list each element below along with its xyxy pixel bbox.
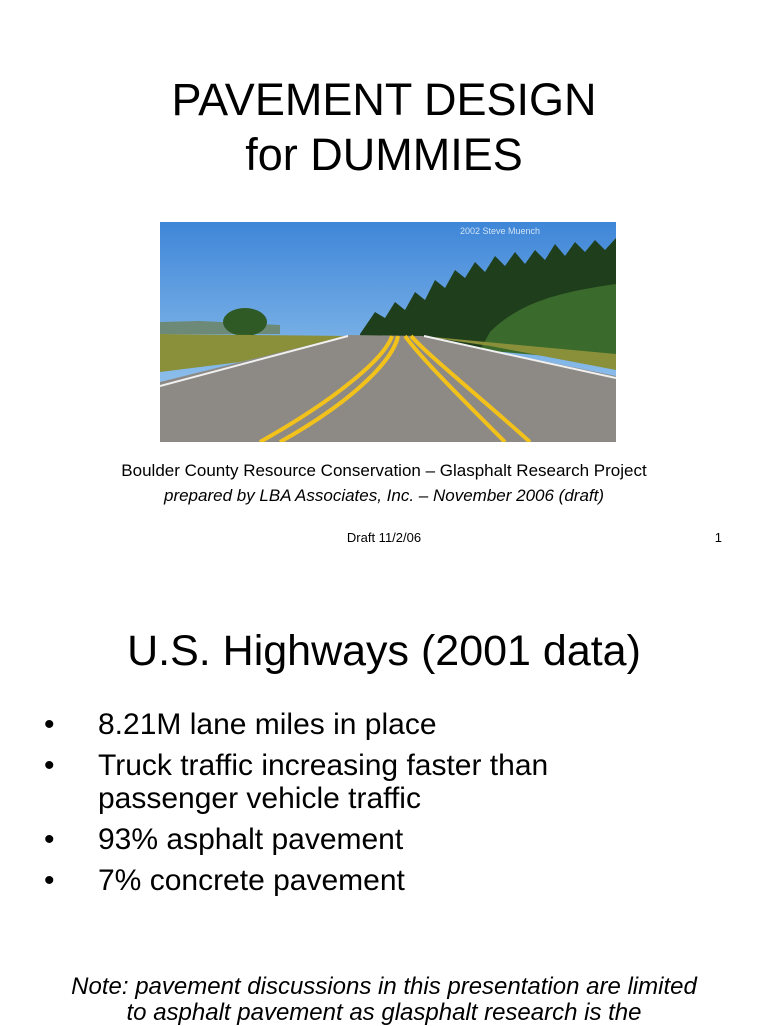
bullet-text: Truck traffic increasing faster than — [98, 749, 549, 782]
slide1-title — [0, 72, 768, 182]
road-photo — [160, 222, 616, 442]
note-line-1: Note: pavement discussions in this presentation are limited — [71, 973, 697, 1000]
bullet-list — [44, 708, 734, 905]
bullet-dot: • — [44, 749, 55, 782]
bullet-item — [44, 823, 734, 856]
bullet-dot: • — [44, 864, 55, 897]
bullet-text: 93% asphalt pavement — [98, 823, 404, 856]
bullet-text-continued: passenger vehicle traffic — [98, 782, 421, 815]
page-number: 1 — [714, 530, 722, 545]
bullet-item — [44, 708, 734, 741]
note-line-2: to asphalt pavement as glasphalt research is the — [126, 999, 642, 1026]
bullet-text: 8.21M lane miles in place — [98, 708, 437, 741]
bullet-dot: • — [44, 708, 55, 741]
bullet-text: 7% concrete pavement — [98, 864, 405, 897]
left-tree — [223, 308, 267, 336]
caption-prepared-by: prepared by LBA Associates, Inc. – November 2006 (draft) — [163, 486, 605, 505]
caption-project: Boulder County Resource Conservation – Glasphalt Research Project — [121, 461, 647, 480]
note-text — [0, 974, 768, 1026]
photo-watermark: 2002 Steve Muench — [460, 226, 541, 236]
slide2-title: U.S. Highways (2001 data) — [127, 627, 641, 675]
footer-draft-date: Draft 11/2/06 — [346, 530, 422, 545]
title-line-2: for DUMMIES — [245, 129, 523, 180]
bullet-item — [44, 864, 734, 897]
bullet-item — [44, 749, 734, 815]
bullet-dot: • — [44, 823, 55, 856]
title-line-1: PAVEMENT DESIGN — [171, 74, 597, 125]
